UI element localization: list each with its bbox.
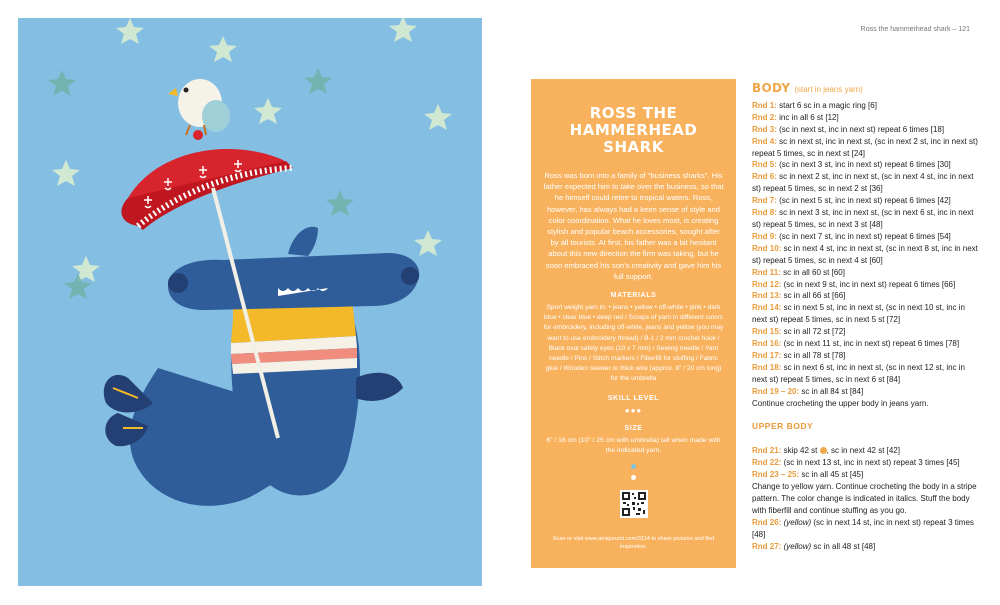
round-instruction: Rnd 13: sc in all 66 st [66] <box>752 291 846 301</box>
materials-list: Sport weight yarn in: • jeans • yellow • off-white • pink • dark blue • clear blue • deep red / Scraps of yarn in different colors for embroidery, including off-white, jeans and yellow (you may want to use embroidery thread) / B-1 / 2 mm crochet hook / Black oval safety eyes (10 x 7 mm) / Sewing needle / Yarn needle / Pins / Stitch markers / Fiberfill for stuffing / Fabric glue / Wooden skewer or thick wire (approx. 8” / 20 cm long) for the umbrella <box>543 304 724 383</box>
round-instruction: Rnd 19 – 20: sc in all 84 st [84] <box>752 386 864 396</box>
body-note: Continue crocheting the upper body in jeans yarn. <box>752 398 929 408</box>
size-text: 6” / 16 cm (10” / 25 cm with umbrella) tall when made with the indicated yarn. <box>546 436 721 454</box>
round-instruction: Rnd 22: (sc in next 13 st, inc in next st) repeat 3 times [45] <box>752 458 960 468</box>
round-instruction: Rnd 6: sc in next 2 st, inc in next st, (sc in next 4 st, inc in next st) repeat 5 times, sc in next 2 st [36] <box>752 172 974 194</box>
round-instruction: Rnd 17: sc in all 78 st [78] <box>752 350 846 360</box>
round-instruction: Rnd 18: sc in next 6 st, inc in next st, (sc in next 12 st, inc in next st) repeat 5 times, sc in next 6 st [84] <box>752 362 965 384</box>
skill-heading: SKILL LEVEL <box>607 394 660 402</box>
shark-photo-illustration <box>18 18 482 586</box>
shark-photo <box>18 18 482 586</box>
upper-body-title: UPPER BODY <box>752 421 814 432</box>
round-instruction: Rnd 26: (yellow) (sc in next 14 st, inc in next st) repeat 3 times [48] <box>752 517 974 539</box>
round-instruction: Rnd 1: start 6 sc in a magic ring [6] <box>752 100 877 110</box>
round-instruction: Rnd 23 – 25: sc in all 45 st [45] <box>752 470 864 480</box>
round-instruction: Rnd 10: sc in next 4 st, inc in next st, (sc in next 8 st, inc in next st) repeat 5 times, sc in next 4 st [60] <box>752 243 978 265</box>
round-instruction: Rnd 5: (sc in next 3 st, inc in next st) repeat 6 times [30] <box>752 160 951 170</box>
upper-body-note: Change to yellow yarn. Continue crocheting the body in a stripe pattern. The color change is indicated in italics. Stuff the body with fiberfill and continue stuffing as you go. <box>752 482 977 515</box>
round-instruction: Rnd 12: (sc in next 9 st, inc in next st) repeat 6 times [66] <box>752 279 956 289</box>
divider-dots-icon <box>629 464 639 480</box>
qr-code-icon[interactable] <box>620 490 648 518</box>
round-instruction: Rnd 7: (sc in next 5 st, inc in next st) repeat 6 times [42] <box>752 196 951 206</box>
body-rounds-list <box>752 100 980 398</box>
round-instruction: Rnd 9: (sc in next 7 st, inc in next st) repeat 6 times [54] <box>752 231 951 241</box>
running-header: Ross the hammerhead shark – 121 <box>860 26 970 33</box>
round-instruction: Rnd 3: (sc in next st, inc in next st) repeat 6 times [18] <box>752 124 945 134</box>
intro-text: Ross was born into a family of “business sharks”. His father expected him to take over the business, so that he himself could retire to tropical waters. Ross, however, has always had a keen sense of style and color coordination. What he loves most, is creating stylish and popular beach accessories, sought after by all tourists. At first, his father was a bit hesitant about this new direction the firm was taking, but he soon embraced his son’s creativity and gave him his full support. <box>543 171 724 281</box>
skill-level-dots: ●●● <box>624 405 643 415</box>
round-instruction: Rnd 14: sc in next 5 st, inc in next st, (sc in next 10 st, inc in next st) repeat 5 times, sc in next 5 st [72] <box>752 303 965 325</box>
round-instruction: Rnd 27: (yellow) sc in all 48 st [48] <box>752 541 876 551</box>
round-instruction: Rnd 2: inc in all 6 st [12] <box>752 112 839 122</box>
round-instruction: Rnd 11: sc in all 60 st [60] <box>752 267 845 277</box>
materials-heading: MATERIALS <box>610 292 657 300</box>
round-instruction: Rnd 21: skip 42 st , sc in next 42 st [42] <box>752 446 900 456</box>
pattern-instructions <box>752 83 980 553</box>
upper-body-rounds-list <box>752 445 980 552</box>
pattern-title: ROSS THE HAMMERHEAD SHARK <box>569 104 698 156</box>
size-heading: SIZE <box>624 424 643 432</box>
intro-card <box>531 79 736 568</box>
stitch-marker-icon <box>820 447 827 454</box>
round-instruction: Rnd 8: sc in next 3 st, inc in next st, (sc in next 6 st, inc in next st) repeat 5 times, sc in next 3 st [48] <box>752 208 974 229</box>
round-instruction: Rnd 15: sc in all 72 st [72] <box>752 327 846 337</box>
background-stars <box>52 18 452 282</box>
round-instruction: Rnd 16: (sc in next 11 st, inc in next st) repeat 6 times [78] <box>752 339 960 349</box>
round-instruction: Rnd 4: sc in next st, inc in next st, (sc in next 2 st, inc in next st) repeat 5 times, sc in next st [24] <box>752 136 978 158</box>
qr-caption: Scan or visit www.amigurumi.com/3114 to share pictures and find inspiration. <box>552 535 715 551</box>
body-section-title: BODY (start in jeans yarn) <box>752 81 863 95</box>
